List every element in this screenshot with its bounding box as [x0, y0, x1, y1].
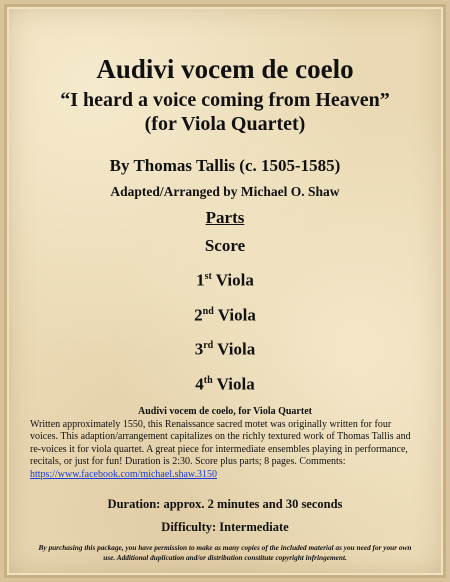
part-viola-2 — [44, 302, 406, 326]
part-label: Viola — [213, 305, 256, 325]
part-viola-1 — [44, 267, 406, 291]
part-viola-3 — [44, 336, 406, 360]
description-title: Audivi vocem de coelo, for Viola Quartet — [138, 405, 312, 417]
parts-heading: Parts — [205, 208, 245, 227]
description-text: Written approximately 1550, this Renaissance sacred motet was originally written for four voices. This adaption/arrangement capitalizes on the richly textured work of Thomas Tallis and re-voices it for viola quartet. A great piece for intermediate ensembles playing in performance, recitals, or just for fun! Duration is 2:30. Score plus parts; 8 pages. Comments: — [30, 418, 411, 468]
page-title: Audivi vocem de coelo — [96, 54, 354, 84]
part-label: Viola — [211, 270, 254, 290]
part-label: Viola — [212, 374, 255, 394]
arranger-credit: Adapted/Arranged by Michael O. Shaw — [110, 184, 340, 199]
duration-info: Duration: approx. 2 minutes and 30 seconds — [107, 497, 343, 512]
copyright-notice: By purchasing this package, you have permission to make as many copies of the included material as you need for your own use. Additional duplication and/or distribution constitute copyright infringement. — [38, 543, 412, 562]
composer-credit: By Thomas Tallis (c. 1505-1585) — [109, 156, 341, 175]
part-number: 1 — [196, 270, 205, 290]
part-score — [44, 236, 406, 256]
part-label: Score — [204, 236, 246, 255]
part-viola-4 — [44, 371, 406, 395]
part-number: 2 — [194, 305, 203, 325]
part-number: 3 — [194, 339, 204, 359]
part-ordinal: th — [203, 374, 213, 386]
part-ordinal: nd — [202, 305, 214, 317]
cover-content — [4, 54, 446, 562]
difficulty-info: Difficulty: Intermediate — [161, 520, 289, 535]
part-ordinal: st — [204, 271, 212, 282]
part-label: Viola — [213, 339, 256, 359]
subtitle-instrumentation: (for Viola Quartet) — [144, 113, 306, 135]
facebook-link[interactable]: https://www.facebook.com/michael.shaw.3150 — [30, 468, 217, 480]
subtitle-translation: “I heard a voice coming from Heaven” — [60, 89, 390, 111]
part-ordinal: rd — [203, 340, 214, 352]
description-paragraph — [30, 419, 420, 482]
part-number: 4 — [195, 374, 204, 394]
